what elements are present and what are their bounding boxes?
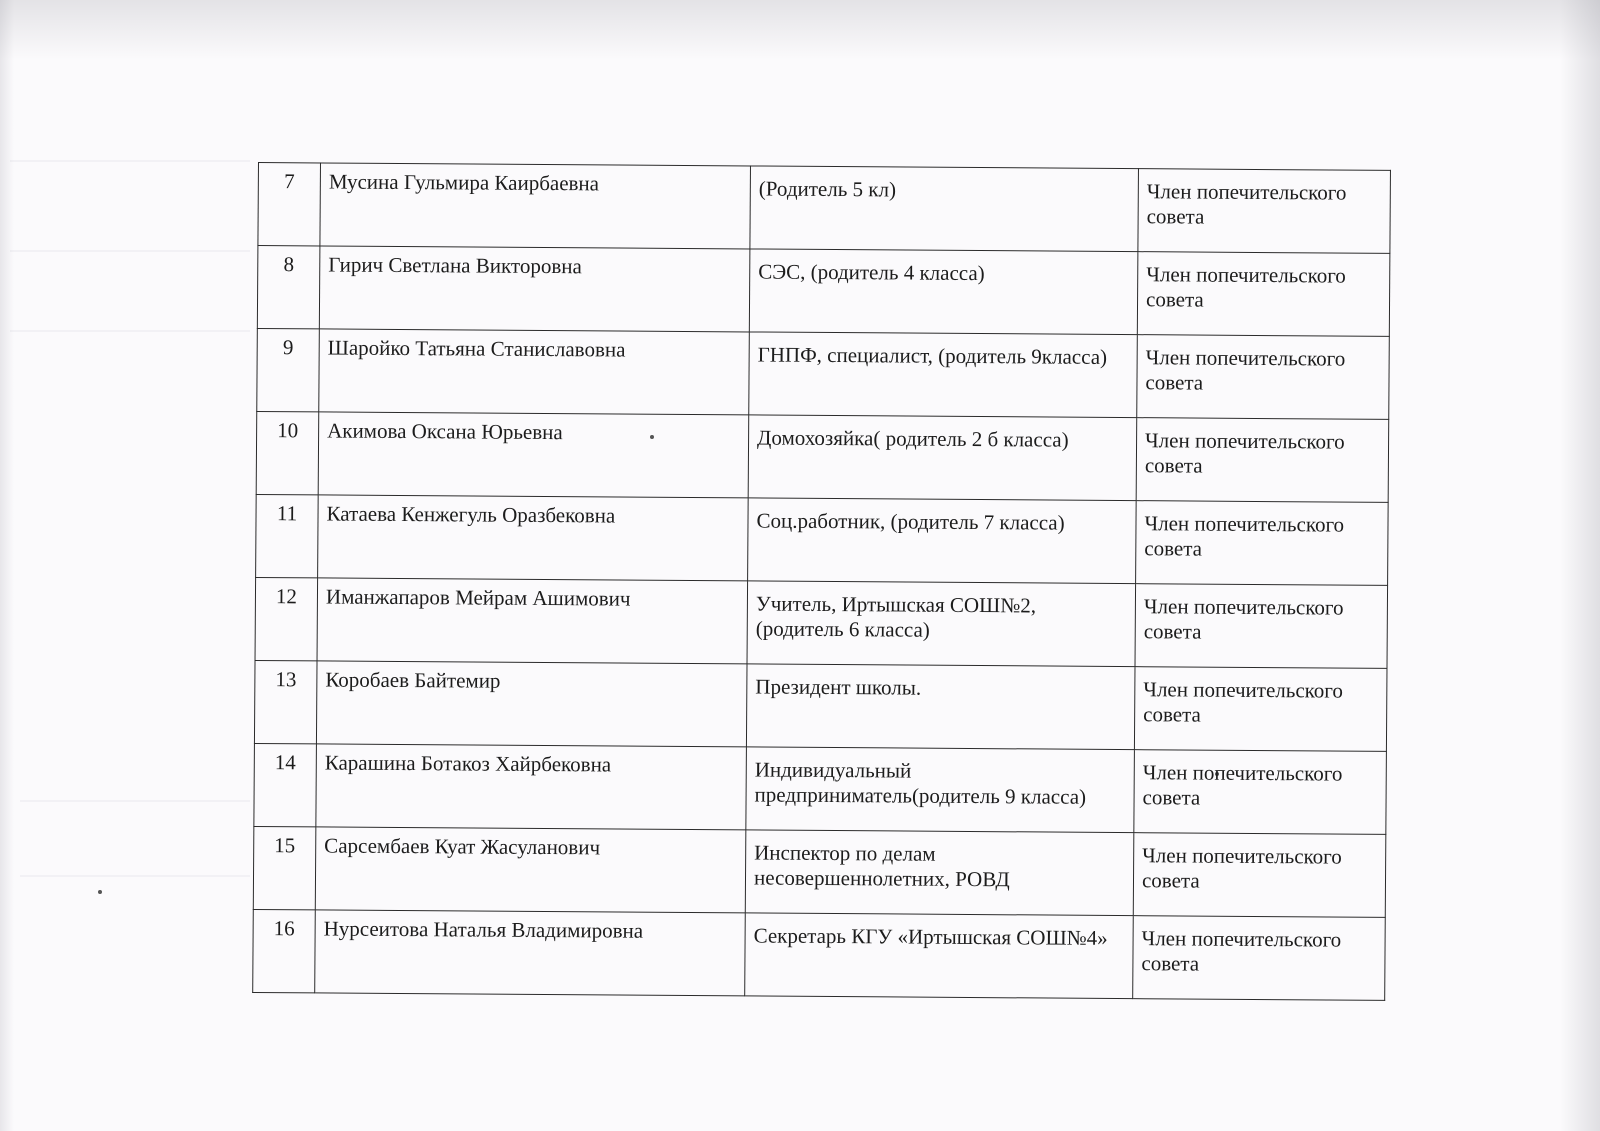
member-role: Член попечительского совета (1133, 833, 1386, 918)
table-row (258, 163, 1391, 254)
row-number: 7 (258, 163, 321, 246)
member-position: Учитель, Иртышская СОШ№2, (родитель 6 класса) (747, 581, 1136, 667)
bleed-through-line (10, 160, 250, 162)
member-position: Домохозяйка( родитель 2 б класса) (748, 415, 1137, 501)
member-role: Член попечительского совета (1137, 252, 1390, 337)
table-row (256, 494, 1389, 585)
table-row (257, 246, 1390, 337)
member-role: Член попечительского совета (1134, 750, 1387, 835)
member-name: Катаева Кенжегуль Оразбековна (318, 495, 749, 581)
bleed-through-line (20, 875, 250, 877)
member-position: Президент школы. (746, 664, 1135, 750)
bleed-through-line (10, 250, 250, 252)
row-number: 14 (254, 743, 317, 826)
row-number: 13 (254, 660, 317, 743)
member-name: Шаройко Татьяна Станиславовна (319, 329, 750, 415)
table-row (254, 660, 1387, 751)
row-number: 11 (256, 494, 319, 577)
member-role: Член попечительского совета (1136, 501, 1389, 586)
member-position: Соц.работник, (родитель 7 класса) (748, 498, 1137, 584)
member-name: Гирич Светлана Викторовна (319, 246, 750, 332)
member-name: Коробаев Байтемир (316, 661, 747, 747)
member-role: Член попечительского совета (1134, 667, 1387, 752)
member-name: Сарсембаев Куат Жасуланович (315, 827, 746, 913)
member-role: Член попечительского совета (1136, 418, 1389, 503)
table-row (253, 826, 1386, 917)
scan-speck (98, 890, 102, 894)
bleed-through-line (10, 330, 250, 332)
member-name: Иманжапаров Мейрам Ашимович (317, 578, 748, 664)
members-table (252, 162, 1391, 1001)
member-role: Член попечительского совета (1138, 169, 1391, 254)
row-number: 9 (257, 328, 320, 411)
member-name: Акимова Оксана Юрьевна (318, 412, 749, 498)
member-role: Член попечительского совета (1135, 584, 1388, 669)
row-number: 12 (255, 577, 318, 660)
row-number: 10 (256, 411, 319, 494)
members-table-body (253, 163, 1391, 1001)
table-row (255, 577, 1388, 668)
member-position: Индивидуальный предприниматель(родитель 9 класса) (746, 747, 1135, 833)
row-number: 16 (253, 909, 316, 992)
table-row (254, 743, 1387, 834)
council-members-table (252, 162, 1390, 1001)
scan-shadow-top (0, 0, 1600, 60)
member-position: Инспектор по делам несовершеннолетних, РОВД (745, 830, 1134, 916)
member-name: Карашина Ботакоз Хайрбековна (316, 744, 747, 830)
bleed-through-line (20, 800, 250, 802)
row-number: 8 (257, 246, 320, 329)
table-row (256, 411, 1389, 502)
member-name: Нурсеитова Наталья Владимировна (315, 910, 746, 996)
member-position: ГНПФ, специалист, (родитель 9класса) (749, 332, 1138, 418)
member-role: Член попечительского совета (1137, 335, 1390, 420)
table-row (253, 909, 1386, 1000)
member-position: Секретарь КГУ «Иртышская СОШ№4» (745, 913, 1134, 999)
row-number: 15 (253, 826, 316, 909)
scan-shadow-right (1560, 0, 1600, 1131)
member-position: СЭС, (родитель 4 класса) (749, 249, 1138, 335)
scan-shadow-left (0, 0, 14, 1131)
member-role: Член попечительского совета (1133, 916, 1386, 1001)
table-row (257, 328, 1390, 419)
member-position: (Родитель 5 кл) (750, 166, 1139, 252)
member-name: Мусина Гульмира Каирбаевна (320, 163, 751, 249)
